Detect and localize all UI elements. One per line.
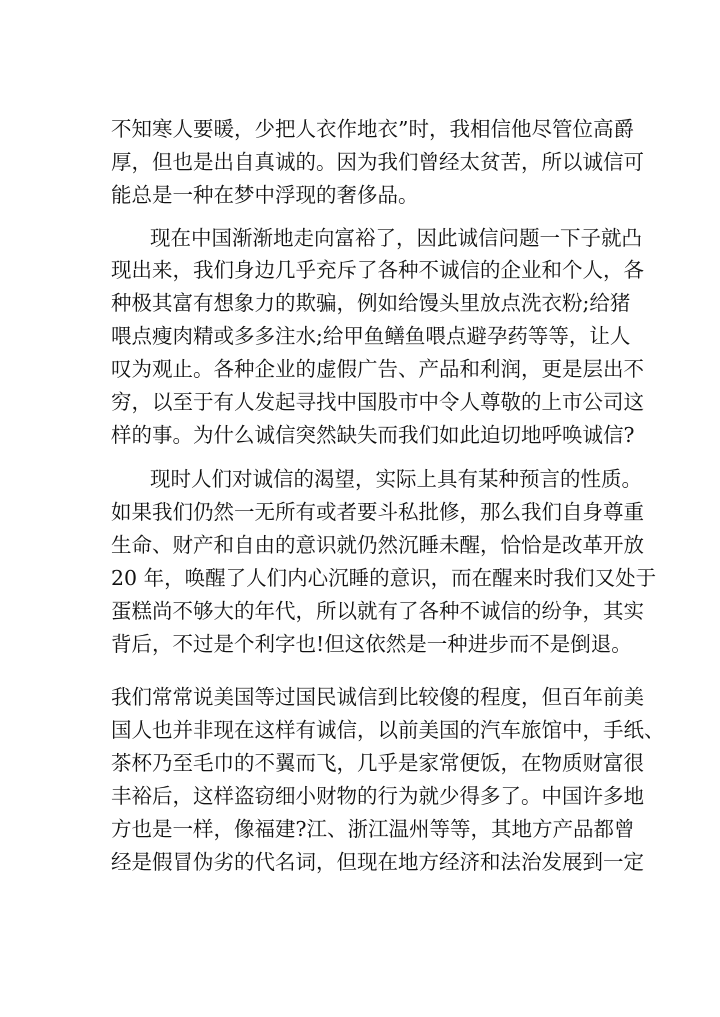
text-line: 国人也并非现在这样有诚信，以前美国的汽车旅馆中，手纸、	[111, 718, 665, 742]
text-line: 生命、财产和自由的意识就仍然沉睡未醒，恰恰是改革开放	[111, 533, 644, 557]
text-line: 穷，以至于有人发起寻找中国股市中令人尊敬的上市公司这	[111, 390, 644, 414]
text-line: 方也是一样，像福建?江、浙江温州等等，其地方产品都曾	[111, 817, 635, 841]
text-line: 丰裕后，这样盗窃细小财物的行为就少得多了。中国许多地	[111, 784, 644, 808]
text-line: 不知寒人要暖，少把人衣作地衣”时，我相信他尽管位高爵	[111, 117, 634, 141]
text-line: 蛋糕尚不够大的年代，所以就有了各种不诚信的纷争，其实	[111, 599, 644, 623]
text-line: 20 年，唤醒了人们内心沉睡的意识，而在醒来时我们又处于	[111, 566, 657, 590]
text-line: 现在中国渐渐地走向富裕了，因此诚信问题一下子就凸	[150, 226, 642, 250]
text-line: 厚，但也是出自真诚的。因为我们曾经太贫苦，所以诚信可	[111, 150, 644, 174]
text-line: 茶杯乃至毛巾的不翼而飞，几乎是家常便饭，在物质财富很	[111, 751, 644, 775]
text-line: 能总是一种在梦中浮现的奢侈品。	[111, 183, 419, 207]
text-line: 背后，不过是个利字也!但这依然是一种进步而不是倒退。	[111, 632, 632, 656]
text-line: 种极其富有想象力的欺骗，例如给馒头里放点洗衣粉;给猪	[111, 291, 631, 315]
text-line: 现出来，我们身边几乎充斥了各种不诚信的企业和个人，各	[111, 258, 644, 282]
text-line: 现时人们对诚信的渴望，实际上具有某种预言的性质。	[150, 467, 642, 491]
text-line: 经是假冒伪劣的代名词，但现在地方经济和法治发展到一定	[111, 850, 644, 874]
text-line: 叹为观止。各种企业的虚假广告、产品和利润，更是层出不	[111, 357, 644, 381]
text-line: 样的事。为什么诚信突然缺失而我们如此迫切地呼唤诚信?	[111, 423, 635, 447]
text-line: 如果我们仍然一无所有或者要斗私批修，那么我们自身尊重	[111, 500, 644, 524]
text-line: 我们常常说美国等过国民诚信到比较傻的程度，但百年前美	[111, 685, 644, 709]
text-line: 喂点瘦肉精或多多注水;给甲鱼鳝鱼喂点避孕药等等，让人	[111, 324, 631, 348]
